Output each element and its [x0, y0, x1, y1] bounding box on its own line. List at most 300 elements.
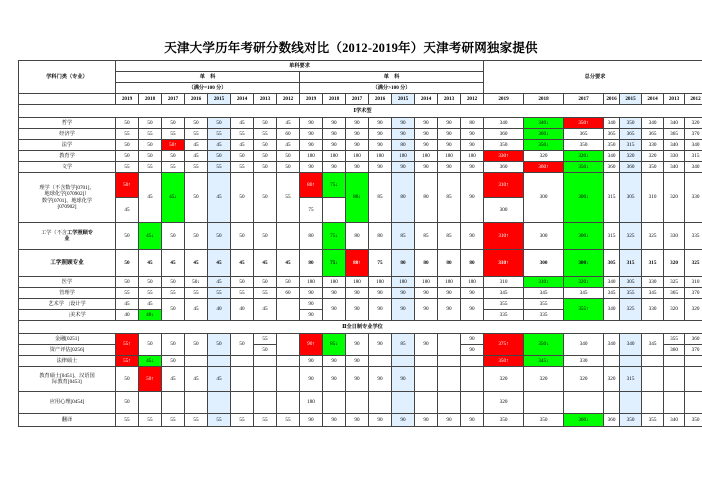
row-label: 文学	[19, 162, 116, 173]
score-cell: 320	[484, 367, 524, 392]
score-cell: 90	[415, 140, 438, 151]
score-cell: 315	[620, 367, 642, 392]
score-cell: 315	[604, 223, 620, 250]
score-cell: 320	[685, 299, 702, 321]
score-cell: 55	[139, 288, 162, 299]
score-cell: 355	[642, 414, 664, 427]
score-cell: 55	[139, 414, 162, 427]
score-cell: 90	[438, 299, 461, 321]
score-cell: 55	[277, 414, 300, 427]
score-cell: 300	[524, 223, 564, 250]
year-cell: 2014	[415, 94, 438, 105]
score-cell: 80	[346, 223, 369, 250]
score-cell: 90	[346, 162, 369, 173]
jiaoyu-shuo-line2: 际教育[0453]	[52, 379, 82, 385]
year-cell: 2014	[642, 94, 664, 105]
score-cell: 80↑	[346, 250, 369, 277]
year-cell: 2013	[664, 94, 685, 105]
score-cell: 50	[116, 151, 139, 162]
score-cell: 80	[461, 118, 484, 129]
year-cell: 2016	[604, 94, 620, 105]
score-cell: 350	[484, 414, 524, 427]
score-cell: 50	[231, 173, 254, 223]
score-cell: 90	[415, 288, 438, 299]
score-cell: 360	[685, 334, 702, 345]
score-cell: 50	[139, 151, 162, 162]
score-cell: 50	[277, 162, 300, 173]
score-cell: 180	[323, 277, 346, 288]
jiaoyu-shuo-line1: 教育硕士[0451]、汉语国	[39, 372, 95, 379]
score-cell: 90	[346, 414, 369, 427]
score-cell: 90	[369, 288, 392, 299]
single2-sub-header: （满分>100 分）	[300, 83, 484, 94]
score-cell: 90	[438, 162, 461, 173]
score-cell: 90	[461, 345, 484, 356]
score-cell: 55	[231, 129, 254, 140]
score-cell: 45↓	[162, 173, 185, 223]
score-cell: 45	[231, 140, 254, 151]
score-cell: 90	[461, 162, 484, 173]
score-cell: 45	[162, 367, 185, 392]
score-cell: 45	[185, 299, 208, 321]
score-cell: 90	[438, 414, 461, 427]
score-cell: 90	[300, 356, 323, 367]
score-cell: 50	[254, 223, 277, 250]
score-cell: 315	[604, 173, 620, 223]
score-cell: 350	[524, 414, 564, 427]
score-cell: 340	[664, 414, 685, 427]
row-label: 教育学	[19, 151, 116, 162]
row-label: 翻译	[19, 414, 116, 427]
score-cell: 90↑	[300, 334, 323, 356]
year-cell: 2013	[254, 94, 277, 105]
score-cell: 45	[116, 299, 139, 310]
score-cell: 50	[254, 140, 277, 151]
score-cell: 55↑	[116, 334, 139, 356]
score-cell: 55	[185, 162, 208, 173]
score-cell: 90	[300, 310, 323, 321]
year-cell: 2018	[323, 94, 346, 105]
score-cell: 180	[369, 277, 392, 288]
score-cell: 90	[300, 129, 323, 140]
score-cell: 90	[346, 367, 369, 392]
score-cell: 55	[185, 414, 208, 427]
score-cell: 350	[620, 414, 642, 427]
score-cell: 55	[254, 129, 277, 140]
score-cell: 350	[484, 140, 524, 151]
score-cell: 90	[415, 118, 438, 129]
gongxue-line2: 业	[64, 236, 70, 242]
score-cell: 50	[185, 334, 208, 356]
score-cell: 80	[300, 250, 323, 277]
score-cell: 55	[231, 288, 254, 299]
score-cell: 365	[564, 129, 604, 140]
score-cell: 350	[604, 140, 620, 151]
score-cell: 345	[564, 288, 604, 299]
score-cell: 180	[392, 277, 415, 288]
year-cell: 2019	[116, 94, 139, 105]
score-cell: 330	[685, 173, 702, 223]
score-cell: 85	[438, 173, 461, 223]
score-cell: 60	[277, 288, 300, 299]
score-cell: 180	[461, 151, 484, 162]
row-yixue	[19, 277, 702, 288]
score-cell: 340	[604, 277, 620, 288]
year-cell: 2016	[369, 94, 392, 105]
score-cell: 310↑	[484, 223, 524, 250]
score-cell: 300	[524, 173, 564, 223]
score-cell: 50	[208, 118, 231, 129]
score-cell: 370	[685, 129, 702, 140]
score-cell: 90	[369, 129, 392, 140]
score-cell: 340	[604, 334, 620, 356]
score-cell: 180	[369, 151, 392, 162]
score-cell: 90	[323, 414, 346, 427]
like-line3: 数学[0701]、地球化学	[41, 197, 93, 204]
row-like-label	[19, 173, 116, 223]
score-cell: 360	[484, 162, 524, 173]
score-cell: 90	[392, 288, 415, 299]
score-cell: 55	[208, 162, 231, 173]
score-cell: 90	[300, 414, 323, 427]
score-cell: 90	[392, 129, 415, 140]
score-cell: 50↓	[185, 277, 208, 288]
score-cell: 80	[369, 223, 392, 250]
score-cell: 355	[524, 299, 564, 310]
row-jiaoyu	[19, 151, 702, 162]
score-cell: 340	[664, 118, 685, 129]
score-cell: 45	[139, 173, 162, 223]
row-label: 法学	[19, 140, 116, 151]
row-label: 管理学	[19, 288, 116, 299]
score-cell: 360	[604, 414, 620, 427]
year-cell: 2018	[524, 94, 564, 105]
score-cell: 345	[642, 288, 664, 299]
score-cell: 50	[116, 392, 139, 414]
row-label: 哲学	[19, 118, 116, 129]
year-cell: 2015	[208, 94, 231, 105]
single1-sub-header: （满分=100 分）	[116, 83, 300, 94]
score-cell: 90	[438, 129, 461, 140]
single-req-header: 单科要求	[116, 61, 484, 72]
score-cell: 90	[346, 288, 369, 299]
score-cell: 45	[116, 198, 139, 223]
score-cell: 320	[685, 118, 702, 129]
score-cell: 85↓	[323, 334, 346, 356]
row-gongxue-care	[19, 250, 702, 277]
score-cell: 90	[369, 334, 392, 356]
score-cell: 50	[162, 223, 185, 250]
score-cell: 300	[484, 198, 524, 223]
score-cell: 55	[139, 162, 162, 173]
score-cell: 90	[346, 140, 369, 151]
score-cell: 340	[664, 162, 685, 173]
score-cell: 50	[185, 118, 208, 129]
score-cell: 180	[461, 277, 484, 288]
section-academic: Ⅰ学术型	[19, 105, 702, 118]
score-cell: 345	[642, 334, 664, 356]
score-cell: 90	[415, 129, 438, 140]
score-cell: 50	[116, 367, 139, 392]
score-cell: 320↓	[564, 151, 604, 162]
row-label: 经济学	[19, 129, 116, 140]
score-cell: 345	[484, 288, 524, 299]
score-cell: 85	[438, 223, 461, 250]
score-cell: 315	[620, 140, 642, 151]
year-cell: 2012	[277, 94, 300, 105]
score-cell: 50	[162, 118, 185, 129]
score-cell: 90	[392, 299, 415, 321]
score-cell: 310	[685, 277, 702, 288]
score-cell: 180	[392, 151, 415, 162]
score-cell: 55	[162, 414, 185, 427]
score-cell: 350↓	[524, 334, 564, 356]
score-cell: 90	[369, 162, 392, 173]
score-cell: 55	[162, 129, 185, 140]
score-cell: 180	[323, 151, 346, 162]
score-cell: 45	[208, 173, 231, 223]
score-cell: 50	[116, 250, 139, 277]
score-cell: 315	[642, 250, 664, 277]
score-cell: 335	[484, 310, 524, 321]
score-cell: 50↑	[116, 173, 139, 198]
score-cell: 50↑	[139, 367, 162, 392]
score-cell: 90	[461, 173, 484, 223]
score-cell: 90	[323, 288, 346, 299]
score-cell: 50	[277, 151, 300, 162]
score-cell: 340	[685, 140, 702, 151]
score-cell: 310↓	[524, 277, 564, 288]
score-cell: 45	[139, 250, 162, 277]
score-cell: 350	[642, 162, 664, 173]
score-cell: 355↑	[564, 299, 604, 321]
score-cell: 55	[231, 162, 254, 173]
score-cell: 90	[300, 118, 323, 129]
score-cell: 340	[604, 118, 620, 129]
score-cell: 350	[564, 140, 604, 151]
row-yingyong-label: 应用心理[0454]	[19, 392, 116, 414]
like-line1: 理学（不含数学[0701]、	[39, 185, 95, 192]
score-cell: 330	[664, 223, 685, 250]
row-zhexue	[19, 118, 702, 129]
score-cell: 90	[346, 299, 369, 321]
score-cell: 45	[185, 151, 208, 162]
score-cell: 90	[346, 356, 369, 367]
score-cell: 80↓	[346, 173, 369, 223]
score-cell: 55	[254, 288, 277, 299]
score-cell: 90	[369, 414, 392, 427]
yishu-line2: |美术学	[19, 310, 116, 321]
score-cell: 370	[685, 345, 702, 356]
score-cell: 365	[664, 288, 685, 299]
score-cell: 355	[664, 334, 685, 345]
score-cell: 50	[185, 223, 208, 250]
row-jingji	[19, 129, 702, 140]
score-cell: 90	[438, 288, 461, 299]
score-cell: 80	[392, 140, 415, 151]
score-cell: 90	[300, 367, 323, 392]
score-cell: 85	[415, 223, 438, 250]
score-cell: 55	[277, 173, 300, 223]
score-cell: 55	[116, 288, 139, 299]
score-cell: 50	[139, 334, 162, 356]
score-cell: 180	[300, 277, 323, 288]
score-cell: 50	[254, 173, 277, 223]
score-cell: 320	[484, 392, 524, 414]
score-cell: 315	[620, 250, 642, 277]
score-cell: 310	[642, 173, 664, 223]
score-cell: 90	[346, 118, 369, 129]
score-cell: 365	[604, 129, 620, 140]
score-cell: 180	[415, 277, 438, 288]
score-cell: 325	[642, 223, 664, 250]
score-cell: 60	[277, 129, 300, 140]
score-cell: 320	[604, 367, 620, 392]
score-cell: 330↑	[484, 151, 524, 162]
score-cell: 180	[300, 392, 323, 414]
score-cell: 360	[664, 345, 685, 356]
year-cell: 2017	[346, 94, 369, 105]
score-cell: 45	[185, 250, 208, 277]
score-cell: 320	[620, 151, 642, 162]
score-cell: 355	[484, 299, 524, 310]
score-cell: 325	[664, 277, 685, 288]
year-cell: 2012	[685, 94, 702, 105]
score-cell: 50	[139, 140, 162, 151]
score-cell: 50	[116, 140, 139, 151]
year-cell: 2013	[438, 94, 461, 105]
score-cell: 350	[685, 414, 702, 427]
score-cell: 75↓	[323, 223, 346, 250]
score-cell: 325	[685, 250, 702, 277]
score-cell: 360↓	[564, 414, 604, 427]
score-cell: 90	[415, 334, 438, 356]
score-cell: 40	[231, 299, 254, 321]
score-cell: 320	[664, 173, 685, 223]
score-cell: 340	[642, 118, 664, 129]
score-cell: 45	[139, 299, 162, 310]
score-cell: 300	[524, 250, 564, 277]
score-cell: 55	[139, 129, 162, 140]
score-cell: 310↑	[484, 250, 524, 277]
score-cell: 90	[300, 162, 323, 173]
score-cell: 50	[162, 356, 185, 367]
score-cell: 90	[392, 162, 415, 173]
gongxue-line1: 工学（不含	[41, 229, 67, 236]
score-cell: 345	[524, 288, 564, 299]
score-cell: 55	[231, 414, 254, 427]
score-cell: 80	[415, 250, 438, 277]
years-row	[19, 94, 702, 105]
page-title: 天津大学历年考研分数线对比（2012-2019年）天津考研网独家提供	[164, 41, 538, 55]
category-header: 学科门类（专业）	[19, 61, 116, 94]
score-cell: 50	[254, 277, 277, 288]
year-cell: 2017	[162, 94, 185, 105]
score-cell: 335	[524, 310, 564, 321]
score-cell: 55	[162, 288, 185, 299]
score-cell: 340	[564, 334, 604, 356]
score-cell: 50	[254, 345, 277, 356]
row-label: 医学	[19, 277, 116, 288]
score-cell: 50	[208, 223, 231, 250]
score-cell: 90	[392, 414, 415, 427]
score-cell: 45	[254, 299, 277, 321]
score-cell: 300↓	[564, 223, 604, 250]
yishu-line1: 艺术学 |设计学	[19, 299, 116, 310]
score-cell: 350↓	[524, 140, 564, 151]
score-cell: 330	[664, 151, 685, 162]
score-cell: 300↓	[564, 250, 604, 277]
score-cell: 50	[116, 118, 139, 129]
score-cell: 90	[438, 118, 461, 129]
score-cell: 45	[185, 367, 208, 392]
score-cell: 45	[208, 277, 231, 288]
row-guanli	[19, 288, 702, 299]
score-cell: 340	[604, 299, 620, 321]
score-cell: 55	[208, 288, 231, 299]
score-cell: 90	[415, 162, 438, 173]
score-cell: 180	[346, 151, 369, 162]
score-cell: 90	[323, 367, 346, 392]
score-cell: 320	[524, 367, 564, 392]
score-cell: 45	[162, 250, 185, 277]
score-cell: 310	[484, 277, 524, 288]
score-cell: 350↓	[564, 162, 604, 173]
score-cell: 305	[620, 277, 642, 288]
score-cell: 365	[620, 129, 642, 140]
score-cell: 80	[392, 173, 415, 223]
score-cell: 45	[277, 250, 300, 277]
score-cell: 50	[162, 299, 185, 321]
score-cell: 330	[642, 277, 664, 288]
row-faxue	[19, 140, 702, 151]
score-cell: 360	[620, 162, 642, 173]
score-cell: 90	[369, 367, 392, 392]
score-cell: 90	[300, 299, 323, 310]
score-cell: 340	[685, 162, 702, 173]
score-cell: 50	[162, 151, 185, 162]
score-cell: 180	[438, 277, 461, 288]
score-cell: 180	[346, 277, 369, 288]
jinrong-line2: 资产评估[0256]	[19, 345, 116, 356]
score-cell: 340	[664, 140, 685, 151]
score-cell: 50	[139, 118, 162, 129]
score-cell: 180	[438, 151, 461, 162]
score-cell: 50	[208, 151, 231, 162]
year-cell: 2014	[231, 94, 254, 105]
year-cell: 2018	[139, 94, 162, 105]
score-cell: 90	[369, 140, 392, 151]
score-cell: 80	[392, 250, 415, 277]
score-cell: 80	[438, 250, 461, 277]
score-cell: 85	[392, 334, 415, 356]
row-label: 工学照顾专业	[19, 250, 116, 277]
score-cell: 90	[461, 288, 484, 299]
score-cell: 375↑	[484, 334, 524, 356]
row-falv-label: 法律硕士	[19, 356, 116, 367]
score-cell: 90	[461, 140, 484, 151]
score-cell: 320	[664, 299, 685, 321]
score-cell: 50	[231, 223, 254, 250]
like-line2: 地球化学[070902]）	[44, 191, 90, 198]
score-cell: 330	[642, 140, 664, 151]
score-cell: 350↑	[484, 356, 524, 367]
score-cell: 335	[685, 223, 702, 250]
score-cell: 45↓	[139, 223, 162, 250]
year-cell: 2016	[185, 94, 208, 105]
score-cell: 75	[300, 198, 323, 223]
score-cell: 50	[162, 277, 185, 288]
